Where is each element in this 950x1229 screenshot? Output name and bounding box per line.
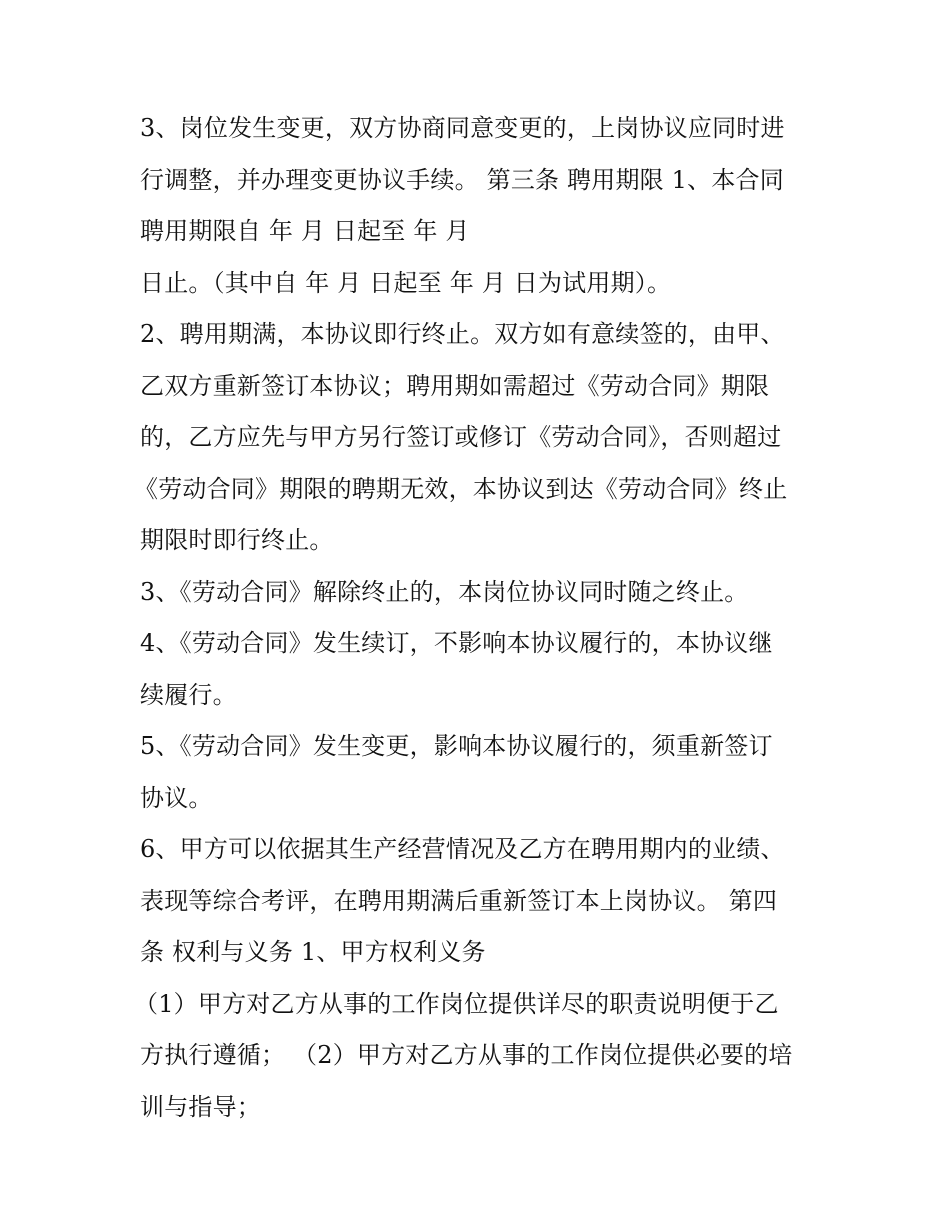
text-line: 3、《劳动合同》解除终止的，本岗位协议同时随之终止。 [140, 577, 749, 606]
text-line: 表现等综合考评，在聘用期满后重新签订本上岗协议。 第四 [140, 886, 778, 915]
text-line: 日止。（其中自 年 月 日起至 年 月 日为试用期）。 [140, 268, 672, 297]
text-line: 4、《劳动合同》发生续订，不影响本协议履行的，本协议继 [140, 629, 773, 657]
text-line: 5、《劳动合同》发生变更，影响本协议履行的，须重新签订 [140, 732, 773, 760]
text-line: 期限时即行终止。 [140, 526, 334, 554]
text-line: 《劳动合同》期限的聘期无效，本协议到达《劳动合同》终止 [134, 474, 788, 503]
text-line: 方执行遵循； （2）甲方对乙方从事的工作岗位提供必要的培 [140, 1041, 793, 1069]
text-line: 3、岗位发生变更，双方协商同意变更的，上岗协议应同时进 [140, 114, 785, 142]
text-line: 协议。 [140, 783, 213, 812]
text-line: 乙双方重新签订本协议；聘用期如需超过《劳动合同》期限 [140, 371, 770, 400]
text-line: 聘用期限自 年 月 日起至 年 月 [140, 217, 470, 245]
text-line: 训与指导； [140, 1092, 261, 1121]
text-line: 续履行。 [140, 680, 237, 709]
document-body [134, 103, 820, 1133]
text-line: 6、甲方可以依据其生产经营情况及乙方在聘用期内的业绩、 [140, 835, 785, 863]
text-line: 条 权利与义务 1、甲方权利义务 [140, 938, 486, 966]
text-line: 的，乙方应先与甲方另行签订或修订《劳动合同》，否则超过 [140, 423, 782, 451]
text-line: 2、聘用期满，本协议即行终止。双方如有意续签的，由甲、 [140, 320, 785, 348]
text-line: 行调整，并办理变更协议手续。 第三条 聘用期限 1、本合同 [140, 165, 784, 194]
text-line: （1）甲方对乙方从事的工作岗位提供详尽的职责说明便于乙 [134, 989, 779, 1018]
